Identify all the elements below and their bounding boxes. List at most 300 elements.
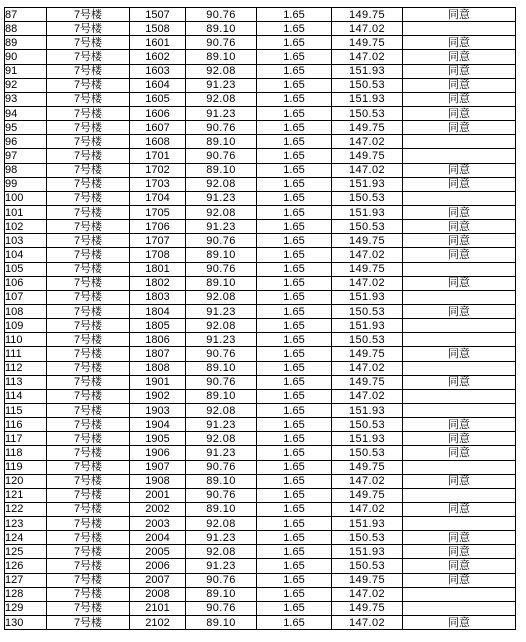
- row-number-cell: 115: [5, 403, 47, 417]
- building-cell: 7号楼: [47, 8, 130, 22]
- area-cell: 92.08: [186, 545, 257, 559]
- area-cell: 91.23: [186, 333, 257, 347]
- table-row: [5, 403, 516, 417]
- total-area-cell: 149.75: [332, 234, 403, 248]
- room-number-cell: 1606: [130, 106, 186, 120]
- table-row: [5, 616, 516, 630]
- row-number-cell: 97: [5, 149, 47, 163]
- total-area-cell: 147.02: [332, 163, 403, 177]
- total-area-cell: 147.02: [332, 276, 403, 290]
- total-area-cell: 149.75: [332, 8, 403, 22]
- ratio-cell: 1.65: [257, 149, 332, 163]
- ratio-cell: 1.65: [257, 177, 332, 191]
- total-area-cell: 149.75: [332, 488, 403, 502]
- room-number-cell: 1708: [130, 248, 186, 262]
- table-row: [5, 8, 516, 22]
- total-area-cell: 151.93: [332, 64, 403, 78]
- building-cell: 7号楼: [47, 78, 130, 92]
- area-cell: 91.23: [186, 304, 257, 318]
- building-cell: 7号楼: [47, 163, 130, 177]
- table-row: [5, 460, 516, 474]
- total-area-cell: 149.75: [332, 149, 403, 163]
- table-row: [5, 601, 516, 615]
- area-cell: 89.10: [186, 50, 257, 64]
- room-number-cell: 2005: [130, 545, 186, 559]
- total-area-cell: 147.02: [332, 50, 403, 64]
- row-number-cell: 93: [5, 92, 47, 106]
- total-area-cell: 147.02: [332, 135, 403, 149]
- table-row: [5, 375, 516, 389]
- row-number-cell: 120: [5, 474, 47, 488]
- area-cell: 89.10: [186, 587, 257, 601]
- consent-status-cell: [403, 389, 516, 403]
- room-number-cell: 1804: [130, 304, 186, 318]
- consent-status-cell: 同意: [403, 248, 516, 262]
- room-number-cell: 1604: [130, 78, 186, 92]
- room-number-cell: 1703: [130, 177, 186, 191]
- table-row: [5, 248, 516, 262]
- room-number-cell: 1908: [130, 474, 186, 488]
- consent-status-cell: [403, 22, 516, 36]
- total-area-cell: 149.75: [332, 36, 403, 50]
- room-number-cell: 1508: [130, 22, 186, 36]
- row-number-cell: 95: [5, 121, 47, 135]
- ratio-cell: 1.65: [257, 517, 332, 531]
- row-number-cell: 127: [5, 573, 47, 587]
- total-area-cell: 149.75: [332, 262, 403, 276]
- row-number-cell: 124: [5, 531, 47, 545]
- room-number-cell: 2002: [130, 502, 186, 516]
- area-cell: 91.23: [186, 446, 257, 460]
- room-number-cell: 1806: [130, 333, 186, 347]
- consent-status-cell: 同意: [403, 163, 516, 177]
- room-number-cell: 1906: [130, 446, 186, 460]
- consent-status-cell: 同意: [403, 234, 516, 248]
- ratio-cell: 1.65: [257, 191, 332, 205]
- consent-status-cell: 同意: [403, 559, 516, 573]
- area-cell: 89.10: [186, 361, 257, 375]
- table-row: [5, 177, 516, 191]
- ratio-cell: 1.65: [257, 135, 332, 149]
- building-cell: 7号楼: [47, 304, 130, 318]
- total-area-cell: 151.93: [332, 517, 403, 531]
- building-cell: 7号楼: [47, 347, 130, 361]
- total-area-cell: 149.75: [332, 573, 403, 587]
- table-body: [5, 8, 516, 630]
- building-cell: 7号楼: [47, 319, 130, 333]
- row-number-cell: 101: [5, 205, 47, 219]
- ratio-cell: 1.65: [257, 573, 332, 587]
- total-area-cell: 147.02: [332, 616, 403, 630]
- area-cell: 89.10: [186, 163, 257, 177]
- ratio-cell: 1.65: [257, 304, 332, 318]
- ratio-cell: 1.65: [257, 220, 332, 234]
- room-number-cell: 1805: [130, 319, 186, 333]
- row-number-cell: 104: [5, 248, 47, 262]
- total-area-cell: 150.53: [332, 446, 403, 460]
- table-row: [5, 262, 516, 276]
- total-area-cell: 150.53: [332, 418, 403, 432]
- building-cell: 7号楼: [47, 121, 130, 135]
- room-number-cell: 2102: [130, 616, 186, 630]
- consent-status-cell: [403, 135, 516, 149]
- consent-status-cell: 同意: [403, 106, 516, 120]
- ratio-cell: 1.65: [257, 319, 332, 333]
- room-number-cell: 1701: [130, 149, 186, 163]
- row-number-cell: 90: [5, 50, 47, 64]
- consent-status-cell: [403, 191, 516, 205]
- table-row: [5, 333, 516, 347]
- table-row: [5, 488, 516, 502]
- consent-status-cell: 同意: [403, 347, 516, 361]
- room-number-cell: 1901: [130, 375, 186, 389]
- consent-status-cell: [403, 488, 516, 502]
- area-cell: 89.10: [186, 389, 257, 403]
- area-cell: 92.08: [186, 432, 257, 446]
- room-number-cell: 2101: [130, 601, 186, 615]
- consent-status-cell: [403, 517, 516, 531]
- room-number-cell: 1601: [130, 36, 186, 50]
- consent-status-cell: 同意: [403, 64, 516, 78]
- row-number-cell: 111: [5, 347, 47, 361]
- row-number-cell: 128: [5, 587, 47, 601]
- ratio-cell: 1.65: [257, 64, 332, 78]
- row-number-cell: 88: [5, 22, 47, 36]
- table-row: [5, 418, 516, 432]
- area-cell: 89.10: [186, 616, 257, 630]
- building-cell: 7号楼: [47, 460, 130, 474]
- consent-status-cell: [403, 601, 516, 615]
- total-area-cell: 151.93: [332, 177, 403, 191]
- area-cell: 89.10: [186, 276, 257, 290]
- room-number-cell: 2004: [130, 531, 186, 545]
- room-number-cell: 1802: [130, 276, 186, 290]
- table-row: [5, 559, 516, 573]
- room-number-cell: 1702: [130, 163, 186, 177]
- area-cell: 90.76: [186, 375, 257, 389]
- total-area-cell: 147.02: [332, 502, 403, 516]
- building-cell: 7号楼: [47, 135, 130, 149]
- ratio-cell: 1.65: [257, 290, 332, 304]
- ratio-cell: 1.65: [257, 502, 332, 516]
- consent-status-cell: [403, 403, 516, 417]
- row-number-cell: 122: [5, 502, 47, 516]
- table-row: [5, 78, 516, 92]
- ratio-cell: 1.65: [257, 262, 332, 276]
- room-number-cell: 1603: [130, 64, 186, 78]
- area-cell: 90.76: [186, 262, 257, 276]
- row-number-cell: 126: [5, 559, 47, 573]
- ratio-cell: 1.65: [257, 234, 332, 248]
- ratio-cell: 1.65: [257, 276, 332, 290]
- building-cell: 7号楼: [47, 559, 130, 573]
- consent-status-cell: [403, 290, 516, 304]
- row-number-cell: 121: [5, 488, 47, 502]
- consent-status-cell: 同意: [403, 276, 516, 290]
- room-number-cell: 1807: [130, 347, 186, 361]
- room-number-cell: 2003: [130, 517, 186, 531]
- total-area-cell: 149.75: [332, 347, 403, 361]
- ratio-cell: 1.65: [257, 106, 332, 120]
- room-number-cell: 2006: [130, 559, 186, 573]
- ratio-cell: 1.65: [257, 587, 332, 601]
- building-cell: 7号楼: [47, 432, 130, 446]
- area-cell: 91.23: [186, 220, 257, 234]
- ratio-cell: 1.65: [257, 616, 332, 630]
- area-cell: 91.23: [186, 106, 257, 120]
- row-number-cell: 99: [5, 177, 47, 191]
- area-cell: 90.76: [186, 601, 257, 615]
- row-number-cell: 103: [5, 234, 47, 248]
- room-number-cell: 1605: [130, 92, 186, 106]
- room-number-cell: 1904: [130, 418, 186, 432]
- total-area-cell: 147.02: [332, 474, 403, 488]
- building-cell: 7号楼: [47, 50, 130, 64]
- room-number-cell: 1704: [130, 191, 186, 205]
- ratio-cell: 1.65: [257, 375, 332, 389]
- consent-status-cell: [403, 149, 516, 163]
- table-row: [5, 545, 516, 559]
- total-area-cell: 150.53: [332, 304, 403, 318]
- table-row: [5, 205, 516, 219]
- ratio-cell: 1.65: [257, 248, 332, 262]
- room-number-cell: 1801: [130, 262, 186, 276]
- room-number-cell: 1905: [130, 432, 186, 446]
- total-area-cell: 147.02: [332, 389, 403, 403]
- area-cell: 91.23: [186, 418, 257, 432]
- row-number-cell: 130: [5, 616, 47, 630]
- building-cell: 7号楼: [47, 234, 130, 248]
- area-cell: 89.10: [186, 248, 257, 262]
- building-cell: 7号楼: [47, 531, 130, 545]
- table-row: [5, 474, 516, 488]
- consent-status-cell: [403, 333, 516, 347]
- room-number-cell: 1608: [130, 135, 186, 149]
- table-row: [5, 50, 516, 64]
- building-cell: 7号楼: [47, 64, 130, 78]
- ratio-cell: 1.65: [257, 389, 332, 403]
- area-cell: 89.10: [186, 474, 257, 488]
- row-number-cell: 106: [5, 276, 47, 290]
- room-number-cell: 1808: [130, 361, 186, 375]
- row-number-cell: 89: [5, 36, 47, 50]
- total-area-cell: 150.53: [332, 220, 403, 234]
- building-cell: 7号楼: [47, 502, 130, 516]
- area-cell: 91.23: [186, 531, 257, 545]
- ratio-cell: 1.65: [257, 121, 332, 135]
- row-number-cell: 107: [5, 290, 47, 304]
- ratio-cell: 1.65: [257, 531, 332, 545]
- ratio-cell: 1.65: [257, 460, 332, 474]
- consent-status-cell: 同意: [403, 573, 516, 587]
- row-number-cell: 92: [5, 78, 47, 92]
- building-cell: 7号楼: [47, 333, 130, 347]
- table-row: [5, 234, 516, 248]
- building-cell: 7号楼: [47, 616, 130, 630]
- table-row: [5, 531, 516, 545]
- building-cell: 7号楼: [47, 573, 130, 587]
- row-number-cell: 113: [5, 375, 47, 389]
- consent-status-cell: 同意: [403, 304, 516, 318]
- room-number-cell: 1602: [130, 50, 186, 64]
- building-cell: 7号楼: [47, 22, 130, 36]
- table-row: [5, 36, 516, 50]
- area-cell: 89.10: [186, 22, 257, 36]
- area-cell: 91.23: [186, 78, 257, 92]
- consent-status-cell: 同意: [403, 446, 516, 460]
- building-cell: 7号楼: [47, 446, 130, 460]
- row-number-cell: 98: [5, 163, 47, 177]
- area-cell: 90.76: [186, 573, 257, 587]
- row-number-cell: 109: [5, 319, 47, 333]
- row-number-cell: 112: [5, 361, 47, 375]
- row-number-cell: 91: [5, 64, 47, 78]
- total-area-cell: 149.75: [332, 375, 403, 389]
- area-cell: 90.76: [186, 121, 257, 135]
- building-cell: 7号楼: [47, 92, 130, 106]
- total-area-cell: 149.75: [332, 121, 403, 135]
- row-number-cell: 100: [5, 191, 47, 205]
- ratio-cell: 1.65: [257, 92, 332, 106]
- ratio-cell: 1.65: [257, 474, 332, 488]
- building-cell: 7号楼: [47, 403, 130, 417]
- total-area-cell: 147.02: [332, 248, 403, 262]
- ratio-cell: 1.65: [257, 545, 332, 559]
- table-row: [5, 432, 516, 446]
- consent-status-cell: 同意: [403, 220, 516, 234]
- building-cell: 7号楼: [47, 36, 130, 50]
- area-cell: 90.76: [186, 460, 257, 474]
- table-row: [5, 587, 516, 601]
- consent-status-cell: 同意: [403, 531, 516, 545]
- room-number-cell: 1907: [130, 460, 186, 474]
- row-number-cell: 118: [5, 446, 47, 460]
- building-cell: 7号楼: [47, 488, 130, 502]
- table-row: [5, 106, 516, 120]
- ratio-cell: 1.65: [257, 418, 332, 432]
- data-table: [4, 7, 516, 630]
- row-number-cell: 123: [5, 517, 47, 531]
- room-number-cell: 1607: [130, 121, 186, 135]
- building-cell: 7号楼: [47, 205, 130, 219]
- consent-status-cell: 同意: [403, 418, 516, 432]
- consent-status-cell: 同意: [403, 474, 516, 488]
- room-number-cell: 2001: [130, 488, 186, 502]
- consent-status-cell: [403, 319, 516, 333]
- total-area-cell: 147.02: [332, 361, 403, 375]
- table-row: [5, 290, 516, 304]
- consent-status-cell: 同意: [403, 121, 516, 135]
- row-number-cell: 117: [5, 432, 47, 446]
- building-cell: 7号楼: [47, 220, 130, 234]
- consent-status-cell: [403, 587, 516, 601]
- table-row: [5, 191, 516, 205]
- ratio-cell: 1.65: [257, 8, 332, 22]
- ratio-cell: 1.65: [257, 78, 332, 92]
- row-number-cell: 96: [5, 135, 47, 149]
- area-cell: 90.76: [186, 347, 257, 361]
- table-row: [5, 389, 516, 403]
- room-number-cell: 1707: [130, 234, 186, 248]
- table-row: [5, 361, 516, 375]
- consent-status-cell: 同意: [403, 8, 516, 22]
- area-cell: 92.08: [186, 205, 257, 219]
- total-area-cell: 150.53: [332, 106, 403, 120]
- total-area-cell: 147.02: [332, 587, 403, 601]
- total-area-cell: 151.93: [332, 92, 403, 106]
- ratio-cell: 1.65: [257, 559, 332, 573]
- total-area-cell: 150.53: [332, 559, 403, 573]
- consent-status-cell: 同意: [403, 36, 516, 50]
- building-cell: 7号楼: [47, 149, 130, 163]
- table-row: [5, 304, 516, 318]
- table-row: [5, 573, 516, 587]
- consent-status-cell: 同意: [403, 177, 516, 191]
- room-number-cell: 2007: [130, 573, 186, 587]
- total-area-cell: 151.93: [332, 545, 403, 559]
- area-cell: 90.76: [186, 488, 257, 502]
- table-row: [5, 149, 516, 163]
- building-cell: 7号楼: [47, 587, 130, 601]
- area-cell: 89.10: [186, 135, 257, 149]
- building-cell: 7号楼: [47, 375, 130, 389]
- ratio-cell: 1.65: [257, 488, 332, 502]
- area-cell: 92.08: [186, 403, 257, 417]
- consent-status-cell: 同意: [403, 432, 516, 446]
- building-cell: 7号楼: [47, 389, 130, 403]
- consent-status-cell: 同意: [403, 375, 516, 389]
- total-area-cell: 150.53: [332, 78, 403, 92]
- table-row: [5, 319, 516, 333]
- total-area-cell: 151.93: [332, 319, 403, 333]
- room-number-cell: 1902: [130, 389, 186, 403]
- table-row: [5, 163, 516, 177]
- row-number-cell: 129: [5, 601, 47, 615]
- ratio-cell: 1.65: [257, 403, 332, 417]
- ratio-cell: 1.65: [257, 36, 332, 50]
- area-cell: 92.08: [186, 290, 257, 304]
- area-cell: 92.08: [186, 64, 257, 78]
- row-number-cell: 114: [5, 389, 47, 403]
- total-area-cell: 150.53: [332, 531, 403, 545]
- total-area-cell: 150.53: [332, 191, 403, 205]
- consent-status-cell: 同意: [403, 78, 516, 92]
- building-cell: 7号楼: [47, 601, 130, 615]
- area-cell: 90.76: [186, 36, 257, 50]
- ratio-cell: 1.65: [257, 50, 332, 64]
- building-cell: 7号楼: [47, 106, 130, 120]
- area-cell: 90.76: [186, 8, 257, 22]
- table-row: [5, 517, 516, 531]
- ratio-cell: 1.65: [257, 333, 332, 347]
- building-cell: 7号楼: [47, 290, 130, 304]
- ratio-cell: 1.65: [257, 446, 332, 460]
- area-cell: 92.08: [186, 92, 257, 106]
- ratio-cell: 1.65: [257, 361, 332, 375]
- ratio-cell: 1.65: [257, 432, 332, 446]
- total-area-cell: 147.02: [332, 22, 403, 36]
- building-cell: 7号楼: [47, 517, 130, 531]
- table-row: [5, 92, 516, 106]
- building-cell: 7号楼: [47, 262, 130, 276]
- total-area-cell: 150.53: [332, 333, 403, 347]
- building-cell: 7号楼: [47, 474, 130, 488]
- table-row: [5, 64, 516, 78]
- consent-status-cell: [403, 460, 516, 474]
- table-row: [5, 22, 516, 36]
- building-cell: 7号楼: [47, 191, 130, 205]
- room-number-cell: 1705: [130, 205, 186, 219]
